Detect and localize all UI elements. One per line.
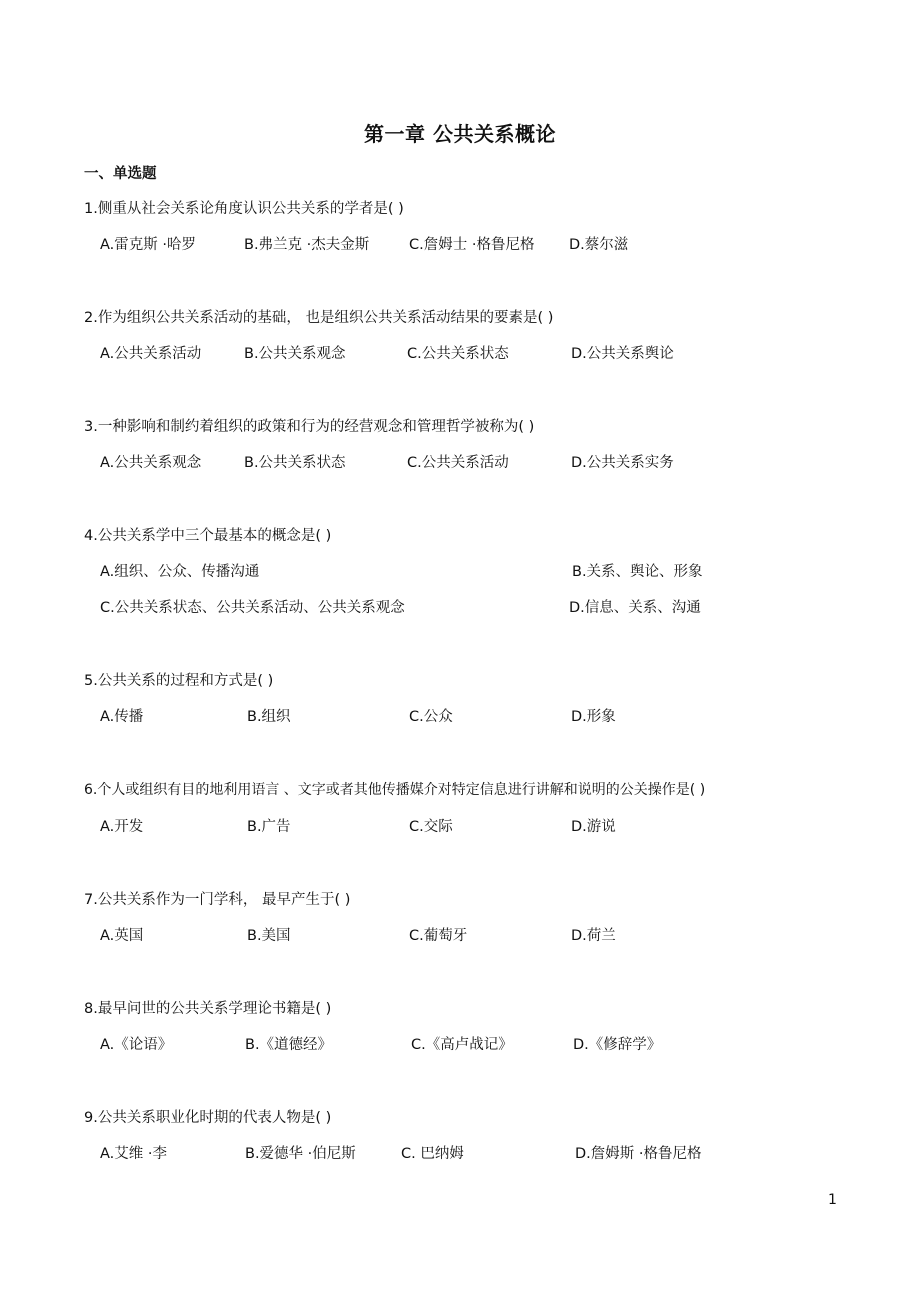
option-b[interactable]: B.弗兰克 ·杰夫金斯	[244, 237, 370, 253]
option-d[interactable]: D.游说	[571, 819, 616, 835]
option-a[interactable]: A.公共关系观念	[100, 455, 202, 471]
option-a[interactable]: A.英国	[100, 928, 144, 944]
option-c[interactable]: C. 巴纳姆	[401, 1146, 464, 1162]
option-c[interactable]: C.交际	[409, 819, 453, 835]
option-d[interactable]: D.《修辞学》	[573, 1037, 662, 1053]
question-4: 4.公共关系学中三个最基本的概念是( )	[84, 528, 332, 544]
option-b[interactable]: B.组织	[247, 709, 291, 725]
option-b[interactable]: B.公共关系观念	[244, 346, 346, 362]
option-b[interactable]: B.关系、舆论、形象	[572, 564, 703, 580]
option-c[interactable]: C.公众	[409, 709, 453, 725]
option-a[interactable]: A.公共关系活动	[100, 346, 202, 362]
options-4-row1	[0, 560, 920, 582]
option-a[interactable]: A.艾维 ·李	[100, 1146, 167, 1162]
option-c[interactable]: C.公共关系活动	[407, 455, 509, 471]
option-c[interactable]: C.公共关系状态、公共关系活动、公共关系观念	[100, 600, 405, 616]
options-7	[0, 924, 920, 946]
option-b[interactable]: B.公共关系状态	[244, 455, 346, 471]
option-d[interactable]: D.荷兰	[571, 928, 616, 944]
question-9: 9.公共关系职业化时期的代表人物是( )	[84, 1110, 332, 1126]
question-7: 7.公共关系作为一门学科， 最早产生于( )	[84, 892, 351, 908]
options-5	[0, 705, 920, 727]
option-c[interactable]: C.葡萄牙	[409, 928, 468, 944]
option-b[interactable]: B.美国	[247, 928, 291, 944]
question-5: 5.公共关系的过程和方式是( )	[84, 673, 274, 689]
option-c[interactable]: C.公共关系状态	[407, 346, 509, 362]
option-d[interactable]: D.信息、关系、沟通	[569, 600, 701, 616]
options-4-row2	[0, 596, 920, 618]
option-a[interactable]: A.《论语》	[100, 1037, 173, 1053]
options-1	[0, 233, 920, 255]
section-heading: 一、单选题	[84, 166, 157, 182]
option-d[interactable]: D.詹姆斯 ·格鲁尼格	[575, 1146, 702, 1162]
options-8	[0, 1033, 920, 1055]
question-6: 6.个人或组织有目的地利用语言 、文字或者其他传播媒介对特定信息进行讲解和说明的公关操作是( )	[84, 782, 706, 798]
question-8: 8.最早问世的公共关系学理论书籍是( )	[84, 1001, 332, 1017]
option-d[interactable]: D.公共关系实务	[571, 455, 674, 471]
question-1: 1.侧重从社会关系论角度认识公共关系的学者是( )	[84, 201, 404, 217]
option-d[interactable]: D.蔡尔滋	[569, 237, 629, 253]
question-2: 2.作为组织公共关系活动的基础， 也是组织公共关系活动结果的要素是( )	[84, 310, 554, 326]
page-title: 第一章 公共关系概论	[364, 122, 556, 146]
options-6	[0, 815, 920, 837]
options-9	[0, 1142, 920, 1164]
option-a[interactable]: A.开发	[100, 819, 144, 835]
options-2	[0, 342, 920, 364]
option-a[interactable]: A.传播	[100, 709, 144, 725]
options-3	[0, 451, 920, 473]
option-a[interactable]: A.组织、公众、传播沟通	[100, 564, 260, 580]
option-c[interactable]: C.《高卢战记》	[411, 1037, 513, 1053]
option-b[interactable]: B.《道德经》	[245, 1037, 333, 1053]
option-a[interactable]: A.雷克斯 ·哈罗	[100, 237, 196, 253]
question-3: 3.一种影响和制约着组织的政策和行为的经营观念和管理哲学被称为( )	[84, 419, 535, 435]
option-b[interactable]: B.爱德华 ·伯尼斯	[245, 1146, 356, 1162]
option-d[interactable]: D.形象	[571, 709, 616, 725]
page-number: 1	[828, 1192, 837, 1208]
option-c[interactable]: C.詹姆士 ·格鲁尼格	[409, 237, 535, 253]
option-d[interactable]: D.公共关系舆论	[571, 346, 674, 362]
option-b[interactable]: B.广告	[247, 819, 291, 835]
